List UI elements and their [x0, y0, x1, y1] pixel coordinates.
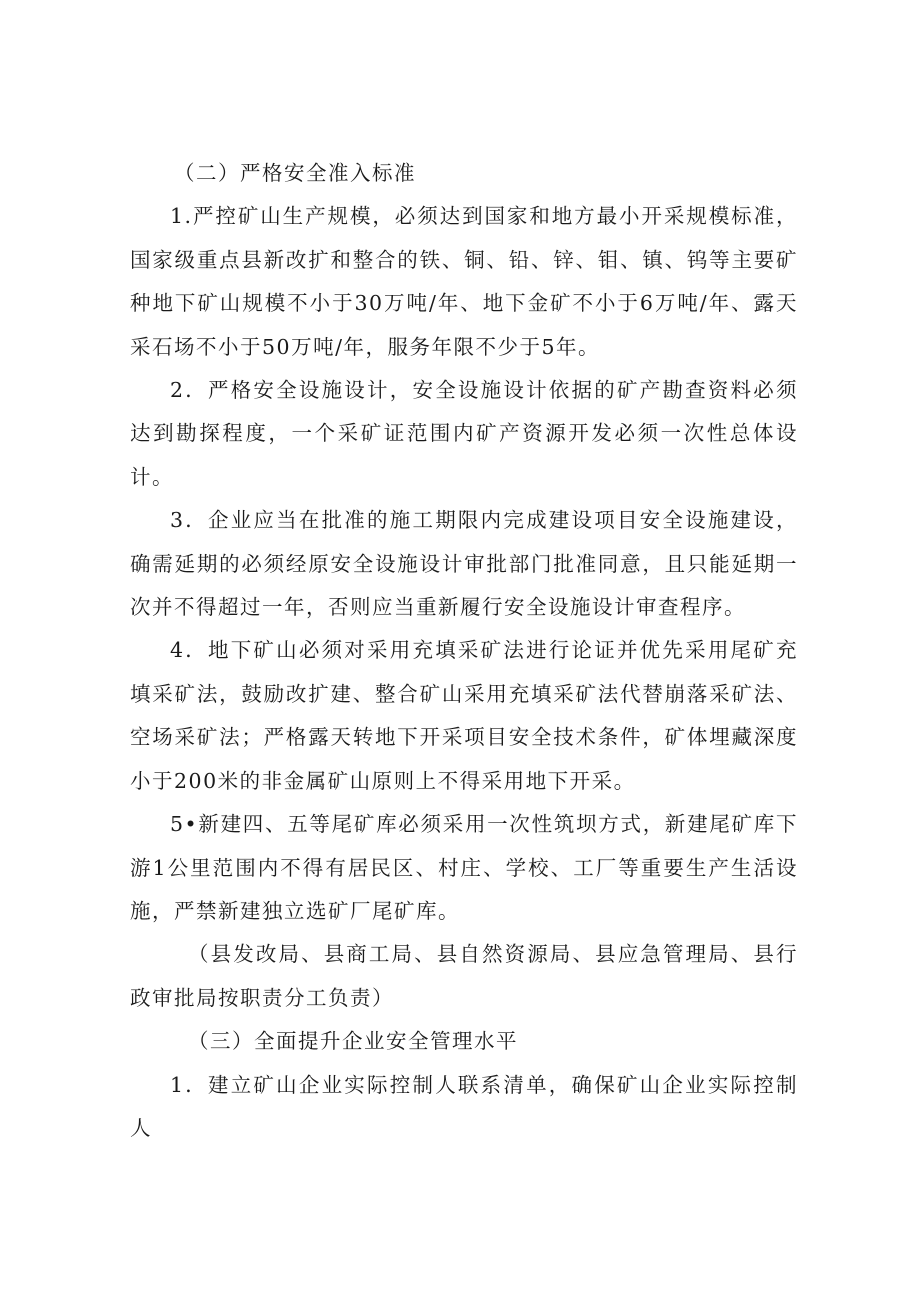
paragraph-item-3: 3．企业应当在批准的施工期限内完成建设项目安全设施建设，确需延期的必须经原安全设施设计审批部门批准同意，且只能延期一次并不得超过一年，否则应当重新履行安全设施设计审查程序。 [130, 508, 798, 620]
paragraph-item-1: 1.严控矿山生产规模，必须达到国家和地方最小开采规模标准，国家级重点县新改扩和整合的铁、铜、铅、锌、钼、镇、钨等主要矿种地下矿山规模不小于30万吨/年、地下金矿不小于6万吨/年、露天采石场不小于50万吨/年，服务年限不少于5年。 [130, 204, 798, 359]
paragraph-item-2: 2．严格安全设施设计，安全设施设计依据的矿产勘查资料必须达到勘探程度，一个采矿证范围内矿产资源开发必须一次性总体设计。 [130, 378, 798, 489]
paragraph-item-4: 4．地下矿山必须对采用充填采矿法进行论证并优先采用尾矿充填采矿法，鼓励改扩建、整合矿山采用充填采矿法代替崩落采矿法、空场采矿法；严格露天转地下开采项目安全技术条件，矿体埋藏深度小于200米的非金属矿山原则上不得采用地下开采。 [130, 638, 798, 793]
document-body [130, 152, 798, 1150]
section-heading-3: （三）全面提升企业安全管理水平 [188, 1029, 518, 1054]
paragraph-item-1-section-3: 1．建立矿山企业实际控制人联系清单，确保矿山企业实际控制人 [130, 1072, 798, 1140]
section-heading-2: （二）严格安全准入标准 [174, 161, 416, 185]
paragraph-item-5: 5•新建四、五等尾矿库必须采用一次性筑坝方式，新建尾矿库下游1公里范围内不得有居民区、村庄、学校、工厂等重要生产生活设施，严禁新建独立选矿厂尾矿库。 [130, 812, 798, 923]
responsibility-note: （县发改局、县商工局、县自然资源局、县应急管理局、县行政审批局按职责分工负责） [130, 942, 798, 1010]
